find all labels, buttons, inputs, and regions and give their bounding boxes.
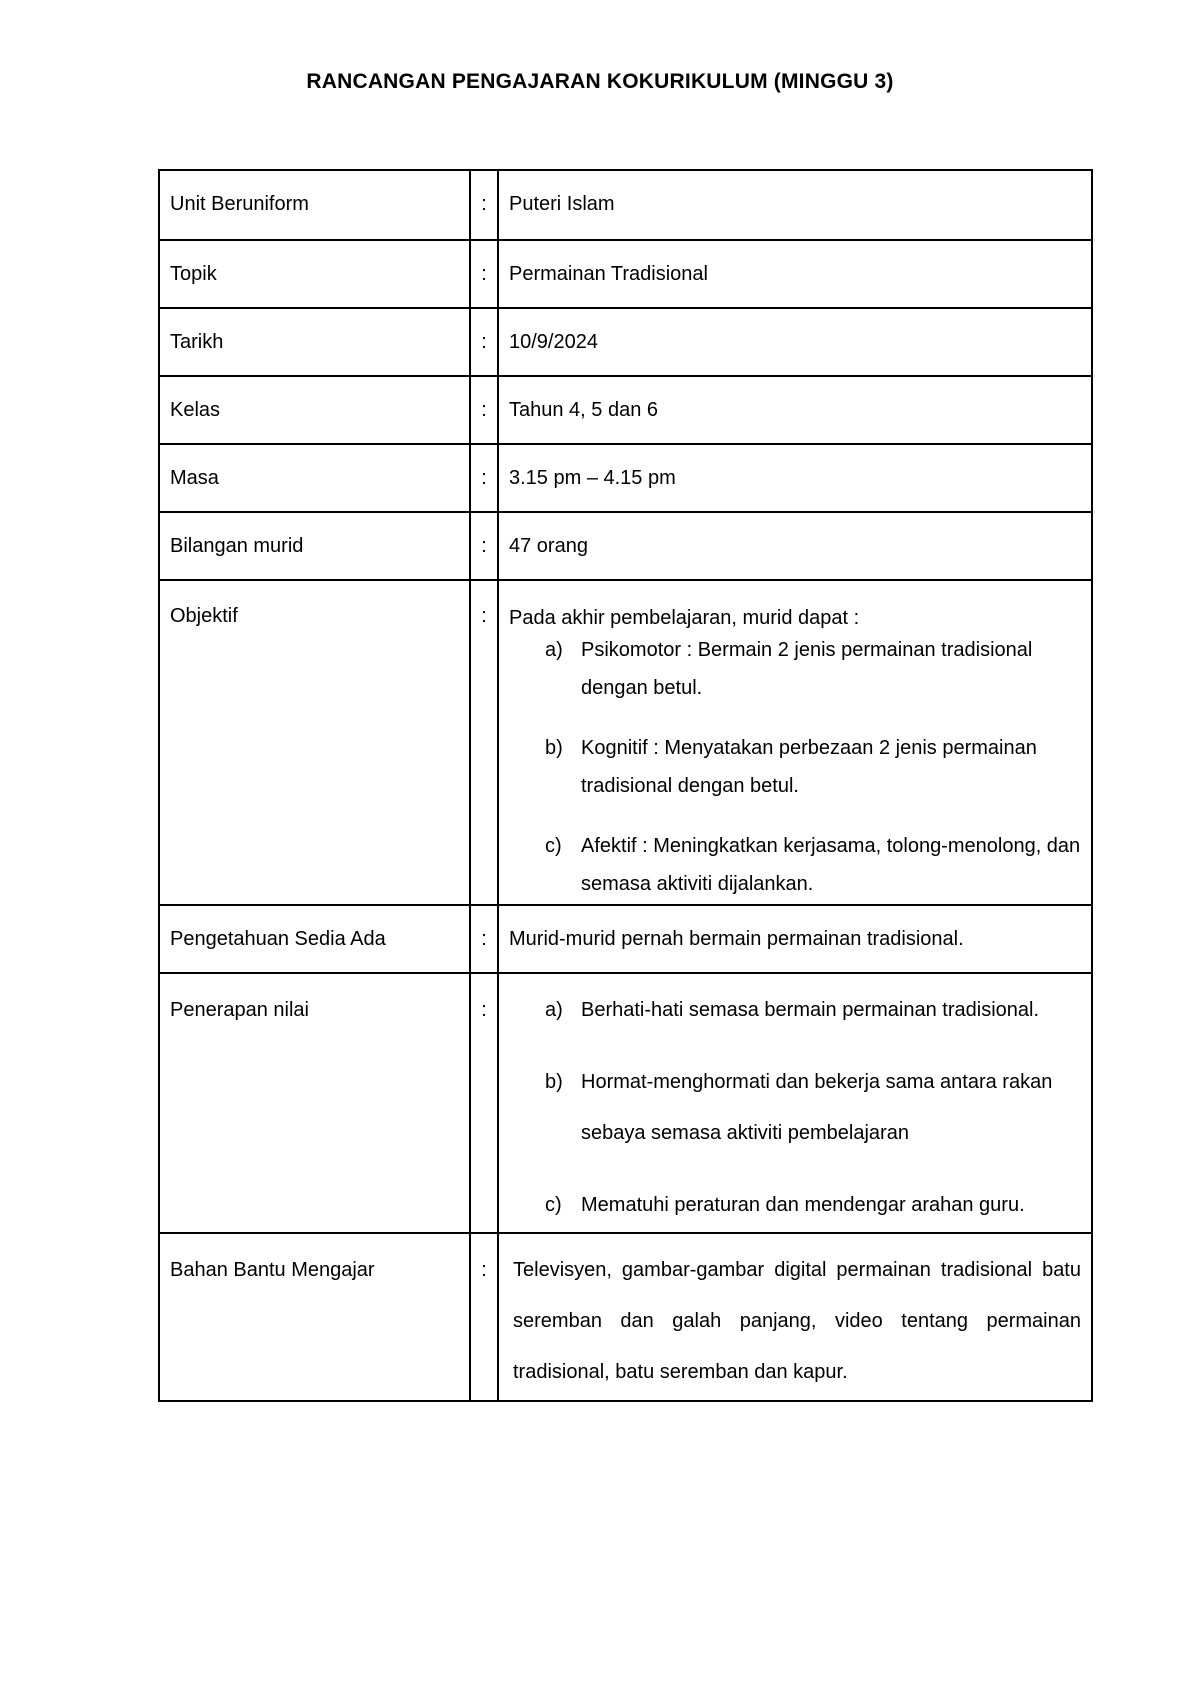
row-label: Pengetahuan Sedia Ada: [159, 905, 470, 973]
row-unit: [159, 170, 1092, 240]
row-value: 47 orang: [498, 512, 1092, 580]
row-bahan-bantu: [159, 1233, 1092, 1401]
objektif-cell: [498, 580, 1092, 905]
row-separator: :: [470, 308, 498, 376]
row-separator: :: [470, 1233, 498, 1401]
row-label: Kelas: [159, 376, 470, 444]
row-label: Unit Beruniform: [159, 170, 470, 240]
lesson-plan-table: [158, 169, 1093, 1402]
objektif-list: [509, 631, 1081, 903]
row-separator: :: [470, 580, 498, 905]
list-marker: c): [545, 835, 562, 857]
row-label: Penerapan nilai: [159, 973, 470, 1233]
row-label: Topik: [159, 240, 470, 308]
list-item: [509, 985, 1081, 1036]
row-kelas: [159, 376, 1092, 444]
list-item: [509, 827, 1081, 903]
list-marker: b): [545, 737, 563, 759]
list-marker: a): [545, 999, 563, 1021]
row-separator: :: [470, 240, 498, 308]
row-separator: :: [470, 170, 498, 240]
row-separator: :: [470, 973, 498, 1233]
row-tarikh: [159, 308, 1092, 376]
row-value: 3.15 pm – 4.15 pm: [498, 444, 1092, 512]
row-label: Masa: [159, 444, 470, 512]
row-value: Puteri Islam: [498, 170, 1092, 240]
row-value: Permainan Tradisional: [498, 240, 1092, 308]
nilai-cell: [498, 973, 1092, 1233]
row-objektif: [159, 580, 1092, 905]
row-masa: [159, 444, 1092, 512]
list-item-text: Psikomotor : Bermain 2 jenis permainan tradisional dengan betul.: [581, 639, 1033, 699]
list-marker: a): [545, 639, 563, 661]
bahan-value: Televisyen, gambar-gambar digital permainan tradisional batu seremban dan galah panjang, video tentang permainan tradisional, batu seremban dan kapur.: [498, 1233, 1092, 1401]
list-item: [509, 729, 1081, 805]
objektif-intro: Pada akhir pembelajaran, murid dapat :: [509, 607, 860, 629]
row-separator: :: [470, 905, 498, 973]
row-bilangan-murid: [159, 512, 1092, 580]
row-separator: :: [470, 444, 498, 512]
list-item: [509, 631, 1081, 707]
row-separator: :: [470, 376, 498, 444]
row-topik: [159, 240, 1092, 308]
nilai-list: [509, 985, 1081, 1231]
row-penerapan-nilai: [159, 973, 1092, 1233]
list-item-text: Mematuhi peraturan dan mendengar arahan guru.: [581, 1194, 1025, 1216]
list-item: [509, 1180, 1081, 1231]
list-item-text: Hormat-menghormati dan bekerja sama antara rakan sebaya semasa aktiviti pembelajaran: [581, 1071, 1053, 1144]
row-label: Bahan Bantu Mengajar: [159, 1233, 470, 1401]
row-value: Murid-murid pernah bermain permainan tradisional.: [498, 905, 1092, 973]
list-marker: c): [545, 1194, 562, 1216]
row-separator: :: [470, 512, 498, 580]
list-marker: b): [545, 1071, 563, 1093]
list-item-text: Kognitif : Menyatakan perbezaan 2 jenis permainan tradisional dengan betul.: [581, 737, 1037, 797]
list-item-text: Berhati-hati semasa bermain permainan tradisional.: [581, 999, 1040, 1021]
document-title: RANCANGAN PENGAJARAN KOKURIKULUM (MINGGU 3): [306, 70, 894, 93]
row-value: Tahun 4, 5 dan 6: [498, 376, 1092, 444]
list-item: [509, 1057, 1081, 1159]
row-pengetahuan: [159, 905, 1092, 973]
list-item-text: Afektif : Meningkatkan kerjasama, tolong-menolong, dan semasa aktiviti dijalankan.: [581, 835, 1081, 895]
row-label: Bilangan murid: [159, 512, 470, 580]
row-label: Objektif: [159, 580, 470, 905]
row-value: 10/9/2024: [498, 308, 1092, 376]
row-label: Tarikh: [159, 308, 470, 376]
